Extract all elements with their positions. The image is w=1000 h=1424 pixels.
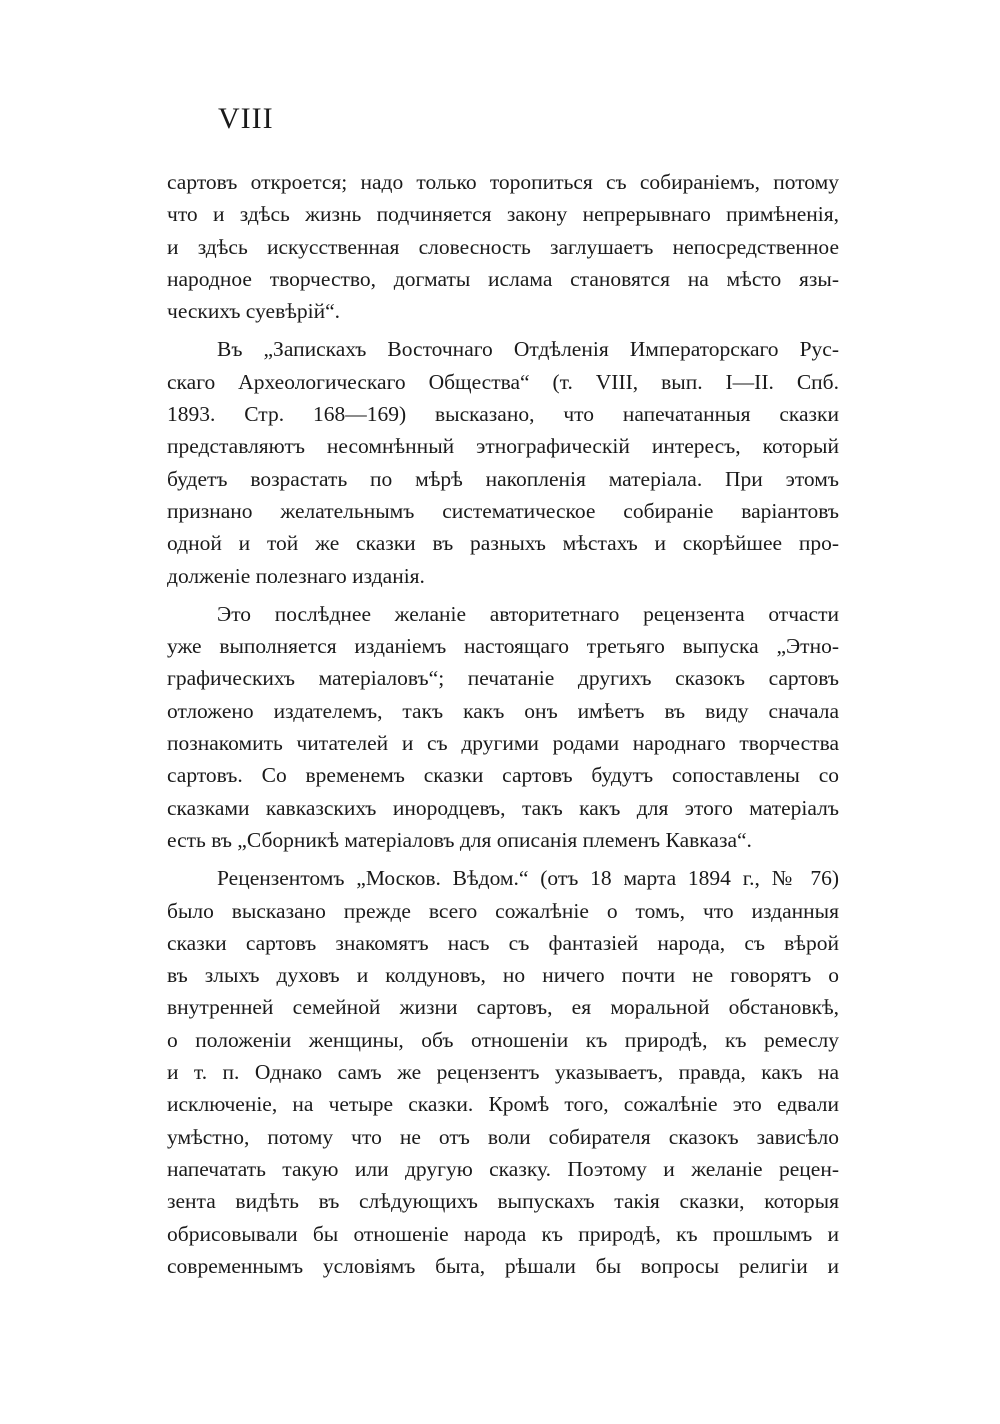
text-line: зента видѣть въ слѣдующихъ выпускахъ такiя сказки, которыя (167, 1189, 839, 1214)
text-line: будетъ возрастать по мѣрѣ накопленiя матерiала. При этомъ (167, 466, 839, 491)
text-line: скаго Археологическаго Общества“ (т. VIII, вып. I—II. Спб. (167, 369, 839, 394)
text-line: обрисовывали бы отношенiе народа къ природѣ, къ прошлымъ и (167, 1221, 839, 1246)
text-line: отложено издателемъ, такъ какъ онъ имѣетъ въ виду сначала (167, 698, 839, 723)
text-line: въ злыхъ духовъ и колдуновъ, но ничего почти не говорятъ о (167, 963, 839, 988)
text-line: одной и той же сказки въ разныхъ мѣстахъ и скорѣйшее про- (167, 531, 839, 556)
text-line: 1893. Стр. 168—169) высказано, что напечатанныя сказки (167, 402, 839, 427)
text-line: умѣстно, потому что не отъ воли собирателя сказокъ зависѣло (167, 1124, 839, 1149)
text-line: познакомить читателей и съ другими родами народнаго творчества (167, 731, 839, 756)
text-line: сартовъ откроется; надо только торопиться съ собиранiемъ, потому (167, 170, 839, 194)
text-line: и т. п. Однако самъ же рецензентъ указываетъ, правда, какъ на (167, 1060, 839, 1085)
text-line: ческихъ суевѣрiй“. (167, 299, 341, 324)
text-line: Рецензентомъ „Москов. Вѣдом.“ (отъ 18 марта 1894 г., № 76) (217, 866, 839, 891)
text-line: представляютъ несомнѣнный этнографическiй интересъ, который (167, 434, 839, 459)
text-line: и здѣсь искусственная словесность заглушаетъ непосредственное (167, 234, 839, 259)
text-line: напечатать такую или другую сказку. Поэтому и желанiе рецен- (167, 1156, 839, 1181)
body-text (167, 166, 839, 1282)
text-line: что и здѣсь жизнь подчиняется закону непрерывнаго примѣненiя, (167, 202, 839, 227)
text-line: сартовъ. Со временемъ сказки сартовъ будутъ сопоставлены со (167, 763, 839, 788)
text-line: о положенiи женщины, объ отношенiи къ природѣ, къ ремеслу (167, 1027, 839, 1052)
text-line: сказками кавказскихъ инородцевъ, такъ какъ для этого матерiалъ (167, 795, 839, 820)
text-line: есть въ „Сборникѣ матерiаловъ для описанiя племенъ Кавказа“. (167, 827, 752, 852)
text-line: исключенiе, на четыре сказки. Кромѣ того, сожалѣнiе это едвали (167, 1092, 839, 1117)
text-line: было высказано прежде всего сожалѣнiе о томъ, что изданныя (167, 898, 839, 923)
text-line: Это послѣднее желанiе авторитетнаго рецензента отчасти (217, 601, 839, 626)
text-line: внутренней семейной жизни сартовъ, ея моральной обстановкѣ, (167, 995, 839, 1020)
paragraph (167, 862, 839, 1282)
text-line: уже выполняется изданiемъ настоящаго третьяго выпуска „Этно- (167, 634, 839, 659)
paragraph (167, 598, 839, 856)
text-line: графическихъ матерiаловъ“; печатанiе другихъ сказокъ сартовъ (167, 666, 839, 691)
page-number: VIII (218, 102, 274, 135)
text-line: Въ „Запискахъ Восточнаго Отдѣленiя Императорскаго Рус- (217, 337, 839, 362)
text-line: долженiе полезнаго изданiя. (167, 563, 425, 588)
text-line: современнымъ условiямъ быта, рѣшали бы вопросы религiи и (167, 1253, 839, 1278)
paragraph (167, 333, 839, 591)
text-line: признано желательнымъ систематическое собиранiе варiантовъ (167, 498, 839, 523)
text-line: сказки сартовъ знакомятъ насъ съ фантазiей народа, съ вѣрой (167, 930, 839, 955)
paragraph (167, 166, 839, 327)
text-line: народное творчество, догматы ислама становятся на мѣсто язы- (167, 266, 839, 291)
